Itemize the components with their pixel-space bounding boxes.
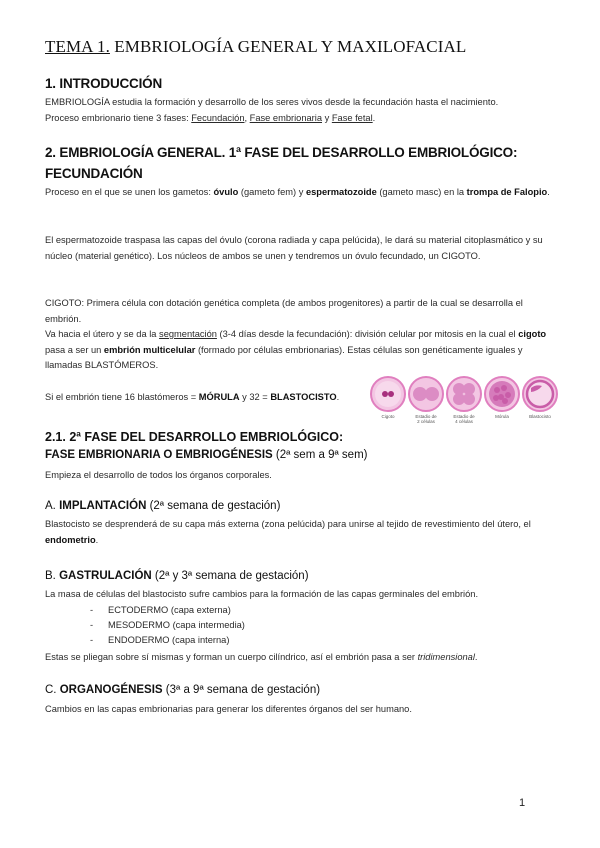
fecundacion-paragraph-1 xyxy=(45,185,557,201)
stage-cigoto xyxy=(370,376,406,419)
heading-segunda-fase: 2.1. 2ª FASE DEL DESARROLLO EMBRIOLÓGICO: xyxy=(45,430,344,444)
link-fase-embrionaria: Fase embrionaria xyxy=(249,112,323,123)
term-blastocisto: BLASTOCISTO xyxy=(270,392,337,402)
text: . xyxy=(547,187,550,197)
link-fecundacion: Fecundación xyxy=(191,112,245,123)
two-cell-icon xyxy=(408,376,444,412)
link-fase-fetal: Fase fetal xyxy=(331,112,373,123)
gastrulacion-paragraph: La masa de células del blastocisto sufre cambios para la formación de las capas germinales del embrión. xyxy=(45,589,479,599)
link-segmentacion: segmentación xyxy=(159,329,217,339)
letter: A. xyxy=(45,500,60,512)
text: Va hacia el útero y se da la xyxy=(45,329,160,339)
list-item xyxy=(90,603,245,618)
text: Proceso en el que se unen los gametos: xyxy=(45,187,214,197)
name: ORGANOGÉNESIS xyxy=(59,684,163,696)
germ-layers-list xyxy=(90,603,245,648)
stage-label: Estadio de 2 células xyxy=(415,414,437,424)
paren: (2ª semana de gestación) xyxy=(146,500,281,512)
name: GASTRULACIÓN xyxy=(59,570,152,582)
letter: B. xyxy=(45,570,60,582)
letter: C. xyxy=(45,684,60,696)
term-trompa-falopio: trompa de Falopio xyxy=(466,187,548,197)
title-text: EMBRIOLOGÍA GENERAL Y MAXILOFACIAL xyxy=(109,37,467,56)
sub-bold: FASE EMBRIONARIA O EMBRIOGÉNESIS xyxy=(45,449,273,461)
embryo-stages-figure xyxy=(368,374,561,432)
item-text: ECTODERMO (capa externa) xyxy=(108,605,231,615)
stage-2-celulas xyxy=(408,376,444,424)
term-cigoto: cigoto xyxy=(518,329,547,339)
stage-morula xyxy=(484,376,520,419)
text: Si el embrión tiene 16 blastómeros = xyxy=(45,392,199,402)
term-espermatozoide: espermatozoide xyxy=(305,187,377,197)
dash: - xyxy=(90,605,94,615)
paren: (3ª a 9ª semana de gestación) xyxy=(162,684,321,696)
intro-paragraph xyxy=(45,95,557,126)
morula-icon xyxy=(484,376,520,412)
embriogenesis-intro: Empieza el desarrollo de todos los órganos corporales. xyxy=(45,470,272,480)
text: Blastocisto se desprenderá de su capa más externa (zona pelúcida) para unirse al tejido de revestimiento del útero, el xyxy=(45,519,531,529)
page-number: 1 xyxy=(519,797,526,809)
item-text: MESODERMO (capa intermedia) xyxy=(108,620,245,630)
dash: - xyxy=(90,635,94,645)
intro-line-2: Proceso embrionario tiene 3 fases: xyxy=(45,112,192,123)
text: (gameto masc) en la xyxy=(376,187,467,197)
text: pasa a ser un xyxy=(45,344,104,355)
heading-fase-embrionaria xyxy=(45,449,367,461)
list-item xyxy=(90,633,245,648)
cigoto-definition: CIGOTO: Primera célula con dotación genética completa (de ambos progenitores) a partir de la cual se desarrolla el embrión. xyxy=(45,298,523,324)
text: . xyxy=(336,392,340,402)
text: (3-4 días desde la fecundación): división celular por mitosis en la cual el xyxy=(216,329,519,339)
dash: - xyxy=(90,620,94,630)
cigoto-cell-icon xyxy=(370,376,406,412)
blastomeros-paragraph xyxy=(45,390,375,406)
organogenesis-paragraph: Cambios en las capas embrionarias para generar los diferentes órganos del ser humano. xyxy=(45,704,412,714)
cigoto-paragraph xyxy=(45,296,557,374)
sep: , xyxy=(244,112,250,123)
name: IMPLANTACIÓN xyxy=(59,500,147,512)
text: . xyxy=(95,534,99,545)
term-endometrio: endometrio xyxy=(45,534,96,545)
title-number: TEMA 1. xyxy=(45,37,110,56)
term-morula: MÓRULA xyxy=(198,392,240,402)
stage-label: Cigoto xyxy=(381,414,395,419)
heading-fecundacion: FECUNDACIÓN xyxy=(45,166,143,181)
stage-label: Estadio de 4 células xyxy=(453,414,475,424)
heading-organogenesis xyxy=(45,684,320,696)
sep: . xyxy=(372,112,376,123)
item-text: ENDODERMO (capa interna) xyxy=(108,635,230,645)
text: (gameto fem) y xyxy=(238,187,306,197)
blastocyst-icon xyxy=(522,376,558,412)
term-embrion-multicelular: embrión multicelular xyxy=(103,344,196,355)
stage-blastocisto xyxy=(522,376,558,419)
stage-label: Mórula xyxy=(495,414,509,419)
heading-embriologia-general: 2. EMBRIOLOGÍA GENERAL. 1ª FASE DEL DESARROLLO EMBRIOLÓGICO: xyxy=(45,145,518,160)
text: . xyxy=(474,652,478,662)
list-item xyxy=(90,618,245,633)
heading-introduccion: 1. INTRODUCCIÓN xyxy=(45,76,163,91)
four-cell-icon xyxy=(446,376,482,412)
heading-gastrulacion xyxy=(45,570,309,582)
text: y 32 = xyxy=(239,392,271,402)
intro-line-1: EMBRIOLOGÍA estudia la formación y desarrollo de los seres vivos desde la fecundación hasta el nacimiento. xyxy=(45,97,499,107)
paren: (2ª y 3ª semana de gestación) xyxy=(151,570,309,582)
sub-rest: (2ª sem a 9ª sem) xyxy=(272,449,368,461)
term-tridimensional: tridimensional xyxy=(417,652,475,662)
implantacion-paragraph xyxy=(45,517,557,548)
gastrulacion-after xyxy=(45,650,557,666)
text: (formado por células embrionarias). Estas células son genéticamente iguales y llamadas BLASTÓMEROS. xyxy=(45,344,523,370)
term-ovulo: óvulo xyxy=(213,187,239,197)
heading-implantacion xyxy=(45,500,280,512)
stage-4-celulas xyxy=(446,376,482,424)
stage-label: Blastocisto xyxy=(529,414,551,419)
sep: y xyxy=(322,112,332,123)
text: Estas se pliegan sobre sí mismas y forman un cuerpo cilíndrico, así el embrión pasa a ser xyxy=(45,652,418,662)
page-title xyxy=(45,37,466,57)
fecundacion-paragraph-2: El espermatozoide traspasa las capas del óvulo (corona radiada y capa pelúcida), le dará su material citoplasmático y su núcleo (material genético). Los núcleos de ambos se unen y tendremos un óvulo fecundado, un CIGOTO. xyxy=(45,235,543,261)
